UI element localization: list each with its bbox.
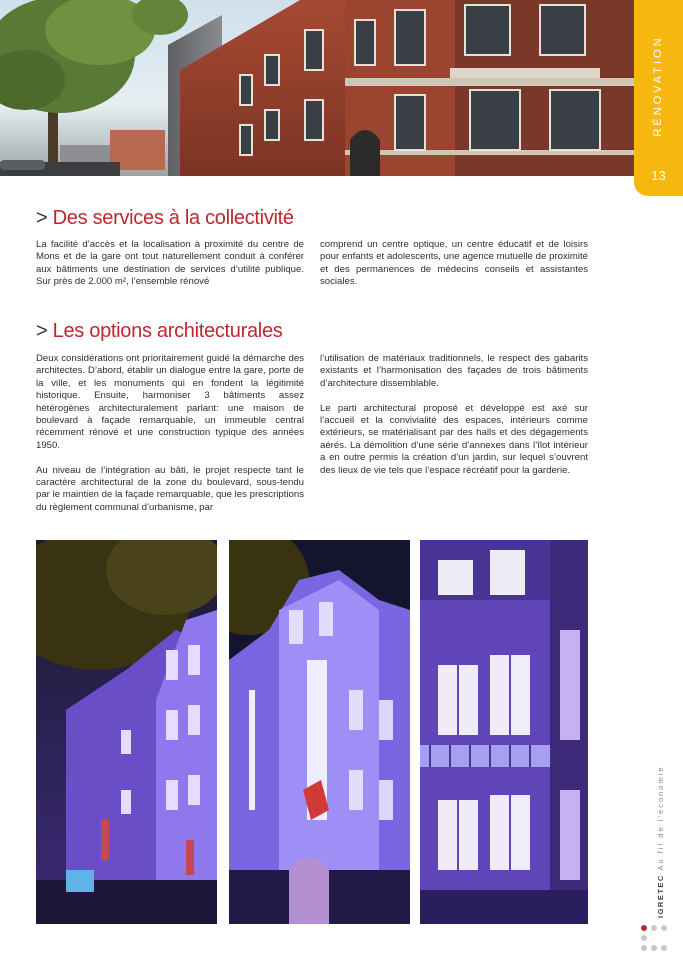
building-facade-illustration xyxy=(0,0,634,176)
dot-icon xyxy=(641,945,647,951)
brand-name: IGRETEC xyxy=(656,874,665,918)
page-number: 13 xyxy=(651,168,666,183)
dot-icon xyxy=(661,925,667,931)
dot-icon xyxy=(641,935,647,941)
night-facade-photo-right xyxy=(420,540,588,924)
brand-tagline xyxy=(656,765,665,918)
night-facade-illustration xyxy=(229,540,410,924)
paragraph: Le parti architectural proposé et développé est axé sur l’accueil et la convivialité des espaces, intérieurs comme extérieurs, se matérialisant par des halls et des dégagements aérés. La démolition d’une série d’annexes dans l’îlot intérieur a en outre permis la création d’un jardin, sur lequel s’ouvrent des lieux de vie tels que l’espace récréatif pour la garderie. xyxy=(320,402,588,476)
paragraph: Deux considérations ont prioritairement guidé la démarche des architectes. D’abord, établir un dialogue entre la gare, porte de la ville, et les monuments qui en fondent la légitimité historique. Ensuite, harmoniser 3 bâtiments assez hétérogènes architecturalement parlant: une maison de boulevard à façade remarquable, un immeuble central récemment rénové et une construction typique des années 1950. xyxy=(36,353,304,451)
decorative-dots xyxy=(640,925,674,955)
dot-icon xyxy=(651,925,657,931)
night-facade-photo-left xyxy=(36,540,217,924)
heading-marker: > xyxy=(36,320,48,342)
architecture-column-right xyxy=(320,353,588,477)
section-heading-services xyxy=(36,207,294,230)
night-facade-photo-center xyxy=(229,540,410,924)
architecture-column-left xyxy=(36,353,304,514)
building-facade-photo xyxy=(0,0,634,176)
paragraph: La facilité d’accès et la localisation à proximité du centre de Mons et de la gare ont tout naturellement conduit à conférer aux bâtiments une destination de services d’utilité publique. Sur près de 2.000 m², l’ensemble rénové xyxy=(36,239,304,288)
dot-icon xyxy=(651,945,657,951)
tagline-text: Au fil de l’économie xyxy=(656,765,665,871)
section-label: RÉNOVATION xyxy=(652,35,664,137)
heading-text: Des services à la collectivité xyxy=(52,207,294,229)
dot-icon xyxy=(661,945,667,951)
services-column-left xyxy=(36,239,304,289)
dot-icon xyxy=(641,925,647,931)
section-heading-architecture xyxy=(36,320,282,343)
heading-text: Les options architecturales xyxy=(52,320,283,342)
heading-marker: > xyxy=(36,207,48,229)
night-facade-illustration xyxy=(420,540,588,924)
night-facade-illustration xyxy=(36,540,217,924)
paragraph: l’utilisation de matériaux traditionnels, le respect des gabarits existants et l’harmonisation des façades de trois bâtiments d’architecture dissemblable. xyxy=(320,353,588,389)
paragraph: comprend un centre optique, un centre éducatif et de loisirs pour enfants et adolescents, une agence mutuelle de proximité et des permanences de médecins conseils et assistantes sociales. xyxy=(320,239,588,288)
services-column-right xyxy=(320,239,588,289)
paragraph: Au niveau de l’intégration au bâti, le projet respecte tant le caractère architectural de la zone du boulevard, sous-tendu par le maintien de la façade remarquable, que les prescriptions du règlement communal d’urbanisme, par xyxy=(36,464,304,513)
